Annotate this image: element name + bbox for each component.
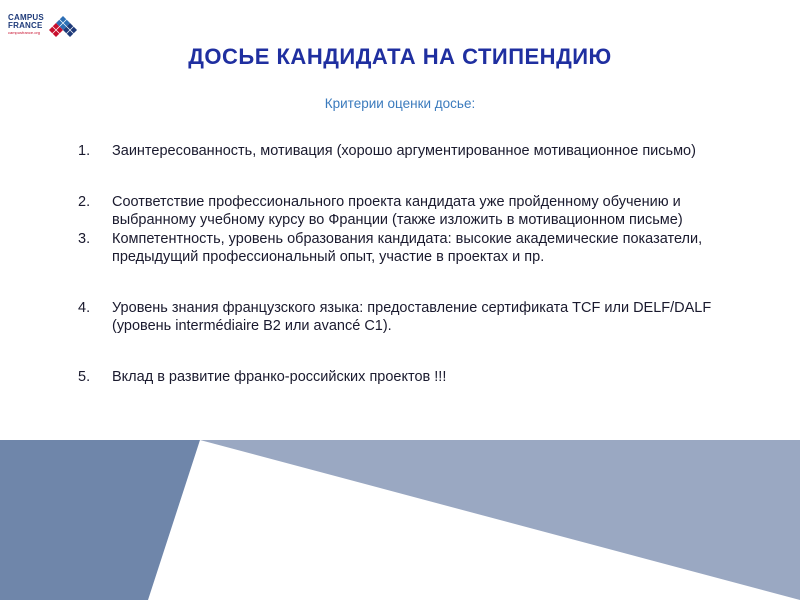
campus-france-logo <box>8 14 80 40</box>
criteria-item <box>78 230 728 267</box>
criteria-text: Заинтересованность, мотивация (хорошо аргументированное мотивационное письмо) <box>112 143 696 159</box>
criteria-number: 5. <box>78 368 91 385</box>
criteria-number: 4. <box>78 299 91 316</box>
criteria-number: 2. <box>78 193 91 210</box>
logo-text <box>8 14 48 36</box>
criteria-number: 1. <box>78 143 91 159</box>
criteria-text: Соответствие профессионального проекта кандидата уже пройденному обучению и выбранному учебному курсу во Франции (также изложить в мотивационном письме) <box>112 193 683 228</box>
criteria-item <box>78 193 728 230</box>
criteria-list <box>78 142 728 386</box>
criteria-item <box>78 142 728 161</box>
criteria-text: Компетентность, уровень образования кандидата: высокие академические показатели, предыдущий профессиональный опыт, участие в проектах и пр. <box>112 230 703 265</box>
criteria-text: Вклад в развитие франко-российских проектов !!! <box>112 368 447 385</box>
criteria-item <box>78 368 728 387</box>
logo-line-url: campusfrance.org <box>8 30 41 35</box>
criteria-item <box>78 299 728 336</box>
page-title: ДОСЬЕ КАНДИДАТА НА СТИПЕНДИЮ <box>188 44 612 69</box>
logo-line-france: FRANCE <box>8 21 43 30</box>
criteria-text: Уровень знания французского языка: предоставление сертификата TCF или DELF/DALF (уровень intermédiaire B2 или avancé C1). <box>112 299 712 334</box>
criteria-subtitle: Критерии оценки досье: <box>324 96 476 111</box>
criteria-number: 3. <box>78 230 91 247</box>
logo-line-campus: CAMPUS <box>8 13 44 22</box>
logo-mark-icon <box>48 15 78 39</box>
